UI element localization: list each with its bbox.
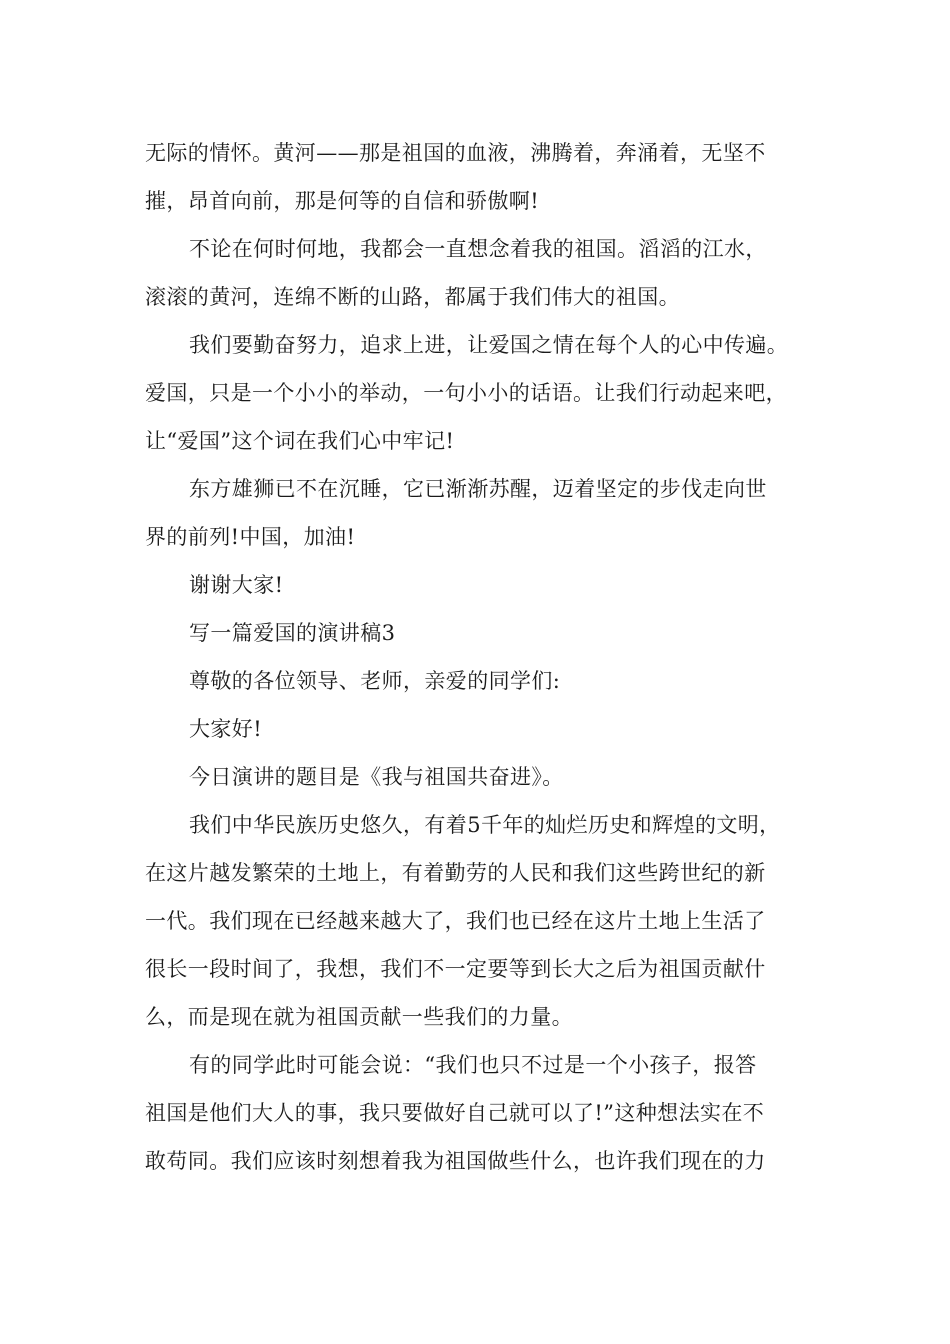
paragraph-line: 祖国是他们大人的事，我只要做好自己就可以了!”这种想法实在不	[145, 1101, 765, 1125]
paragraph-1	[145, 129, 805, 225]
paragraph-4	[145, 465, 805, 561]
paragraph-line: 界的前列!中国，加油!	[145, 525, 356, 549]
heading-line: 写一篇爱国的演讲稿3	[189, 621, 396, 645]
paragraph-2	[145, 225, 805, 321]
paragraph-line: 无际的情怀。黄河——那是祖国的血液，沸腾着，奔涌着，无坚不	[145, 141, 766, 165]
paragraph-line: 今日演讲的题目是《我与祖国共奋进》。	[189, 765, 564, 789]
paragraph-line: 我们要勤奋努力，追求上进，让爱国之情在每个人的心中传遍。	[189, 333, 789, 357]
paragraph-greeting	[145, 705, 805, 753]
paragraph-5	[145, 561, 805, 609]
paragraph-topic	[145, 753, 805, 801]
paragraph-line: 谢谢大家!	[189, 573, 284, 597]
paragraph-line: 我们中华民族历史悠久，有着5千年的灿烂历史和辉煌的文明，	[189, 813, 781, 837]
document-body	[145, 129, 805, 1185]
paragraph-line: 不论在何时何地，我都会一直想念着我的祖国。滔滔的江水，	[189, 237, 767, 261]
paragraph-line: 大家好!	[189, 717, 263, 741]
paragraph-3	[145, 321, 805, 465]
paragraph-line: 有的同学此时可能会说：“我们也只不过是一个小孩子，报答	[189, 1053, 757, 1077]
paragraph-line: 摧，昂首向前，那是何等的自信和骄傲啊!	[145, 189, 540, 213]
paragraph-7	[145, 1041, 805, 1185]
paragraph-line: 么，而是现在就为祖国贡献一些我们的力量。	[145, 1005, 573, 1029]
paragraph-line: 滚滚的黄河，连绵不断的山路，都属于我们伟大的祖国。	[145, 285, 680, 309]
paragraph-line: 敢苟同。我们应该时刻想着我为祖国做些什么，也许我们现在的力	[145, 1149, 766, 1173]
paragraph-line: 一代。我们现在已经越来越大了，我们也已经在这片土地上生活了	[145, 909, 766, 933]
paragraph-line: 让“爱国”这个词在我们心中牢记!	[145, 429, 455, 453]
paragraph-line: 爱国，只是一个小小的举动，一句小小的话语。让我们行动起来吧，	[145, 381, 787, 405]
paragraph-salutation	[145, 657, 805, 705]
paragraph-line: 尊敬的各位领导、老师，亲爱的同学们:	[189, 669, 561, 693]
section-heading	[145, 609, 805, 657]
paragraph-line: 在这片越发繁荣的土地上，有着勤劳的人民和我们这些跨世纪的新	[145, 861, 766, 885]
paragraph-line: 东方雄狮已不在沉睡，它已渐渐苏醒，迈着坚定的步伐走向世	[189, 477, 767, 501]
paragraph-line: 很长一段时间了，我想，我们不一定要等到长大之后为祖国贡献什	[145, 957, 766, 981]
paragraph-6	[145, 801, 805, 1041]
